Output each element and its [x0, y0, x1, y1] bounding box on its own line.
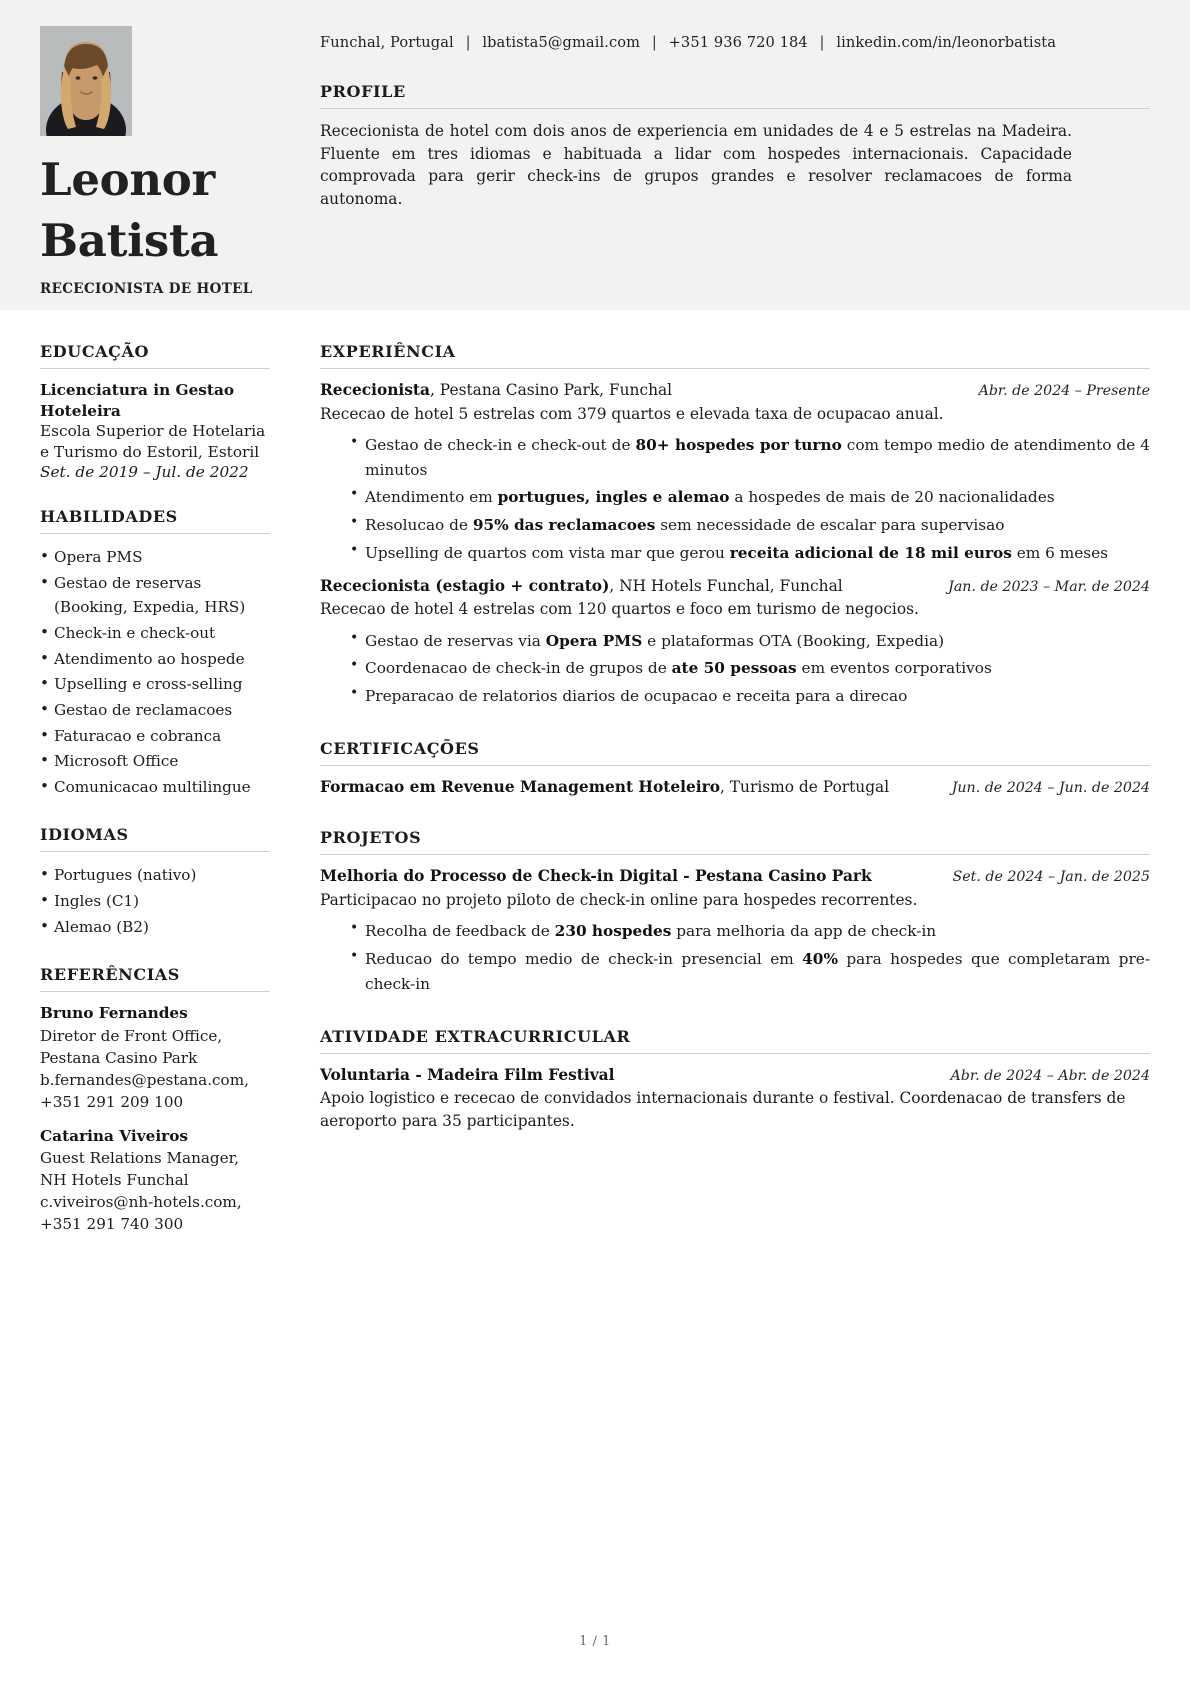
- section-heading-extracurricular: ATIVIDADE EXTRACURRICULAR: [320, 1026, 631, 1046]
- header-contact-profile: [310, 0, 1190, 310]
- section-divider: [320, 1053, 1150, 1054]
- contact-separator: |: [465, 34, 471, 51]
- skill-item: • Check-in e check-out: [40, 621, 270, 646]
- project-entry: [320, 866, 1150, 996]
- project-role: Melhoria do Processo de Check-in Digital - Pestana Casino Park: [320, 867, 872, 886]
- page-title: [40, 150, 280, 272]
- section-divider: [320, 108, 1150, 109]
- certification-date: Jun. de 2024 – Jun. de 2024: [951, 779, 1150, 796]
- avatar: [40, 26, 132, 136]
- page-indicator: 1 / 1: [579, 1634, 611, 1649]
- certification-role: Formacao em Revenue Management Hoteleiro: [320, 777, 720, 796]
- experience-bullet: • Upselling de quartos com vista mar que gerou receita adicional de 18 mil euros em 6 meses: [350, 541, 1150, 566]
- section-certifications: [320, 739, 1150, 799]
- extracurricular-entry: [320, 1065, 1150, 1132]
- contact-line: [320, 34, 1150, 51]
- reference-contact: c.viveiros@nh-hotels.com, +351 291 740 300: [40, 1193, 242, 1234]
- skill-item: • Gestao de reclamacoes: [40, 698, 270, 723]
- experience-description: Rececao de hotel 4 estrelas com 120 quartos e foco em turismo de negocios.: [320, 600, 919, 619]
- project-bullet: • Reducao do tempo medio de check-in presencial em 40% para hospedes que completaram pre-check-in: [350, 947, 1150, 997]
- profile-summary: Rececionista de hotel com dois anos de experiencia em unidades de 4 e 5 estrelas na Madeira. Fluente em tres idiomas e habituada a lidar com hospedes internacionais. Capacidade comprovada para gerir check-ins de grupos grandes e resolver reclamacoes de forma autonoma.: [320, 122, 1072, 208]
- skill-item: • Microsoft Office: [40, 749, 270, 774]
- last-name: Batista: [40, 213, 219, 267]
- sidebar-section-skills: [40, 507, 270, 799]
- sidebar-section-references: [40, 965, 270, 1235]
- section-divider: [40, 991, 270, 992]
- sidebar-section-education: [40, 342, 270, 481]
- sidebar-section-languages: [40, 825, 270, 939]
- experience-list: [320, 380, 1150, 709]
- reference-name: Catarina Viveiros: [40, 1126, 189, 1145]
- reference-name: Bruno Fernandes: [40, 1004, 188, 1023]
- language-item: • Portugues (nativo): [40, 863, 270, 888]
- section-heading-education: EDUCAÇÃO: [40, 342, 150, 361]
- language-item: • Alemao (B2): [40, 915, 270, 940]
- experience-bullet: • Atendimento em portugues, ingles e alemao a hospedes de mais de 20 nacionalidades: [350, 485, 1150, 510]
- job-title: RECECIONISTA DE HOTEL: [40, 280, 253, 297]
- extracurricular-description: Apoio logistico e rececao de convidados internacionais durante o festival. Coordenacao de transfers de aeroporto para 35 participantes.: [320, 1089, 1126, 1130]
- experience-role: Rececionista: [320, 381, 431, 399]
- education-degree: Licenciatura in Gestao Hoteleira: [40, 381, 235, 420]
- section-heading-experience: EXPERIÊNCIA: [320, 342, 456, 361]
- contact-linkedin[interactable]: linkedin.com/in/leonorbatista: [836, 34, 1057, 51]
- languages-list: [40, 863, 270, 939]
- experience-header: [320, 380, 1150, 402]
- experience-entry: [320, 380, 1150, 566]
- section-extracurricular: [320, 1027, 1150, 1132]
- skill-item: • Faturacao e cobranca: [40, 724, 270, 749]
- project-date: Set. de 2024 – Jan. de 2025: [952, 869, 1150, 886]
- extracurricular-title: [320, 1065, 615, 1087]
- section-heading-skills: HABILIDADES: [40, 507, 178, 527]
- experience-date: Jan. de 2023 – Mar. de 2024: [948, 578, 1150, 595]
- sidebar: [0, 310, 310, 1261]
- extracurricular-date: Abr. de 2024 – Abr. de 2024: [950, 1067, 1150, 1084]
- experience-header: [320, 576, 1150, 598]
- reference-contact: b.fernandes@pestana.com, +351 291 209 100: [40, 1070, 249, 1111]
- certifications-list: [320, 777, 1150, 799]
- reference-role: Diretor de Front Office, Pestana Casino Park: [40, 1026, 223, 1067]
- section-experience: [320, 342, 1150, 709]
- certification-title: Formacao em Revenue Management Hoteleiro, Turismo de Portugal: [320, 777, 890, 796]
- section-heading-profile: PROFILE: [320, 82, 406, 101]
- experience-bullet: • Gestao de reservas via Opera PMS e plataformas OTA (Booking, Expedia): [350, 629, 1150, 654]
- experience-title: Rececionista, Pestana Casino Park, Funchal: [320, 381, 673, 399]
- references-list: [40, 1003, 270, 1235]
- section-divider: [320, 765, 1150, 766]
- contact-location: Funchal, Portugal: [320, 34, 454, 51]
- first-name: Leonor: [40, 153, 215, 206]
- experience-title: Rececionista (estagio + contrato), NH Hotels Funchal, Funchal: [320, 576, 843, 595]
- certification-entry: [320, 777, 1150, 799]
- project-description: Participacao no projeto piloto de check-in online para hospedes recorrentes.: [320, 891, 918, 910]
- resume-body: [0, 310, 1190, 1261]
- skill-item: • Opera PMS: [40, 545, 270, 570]
- education-dates: Set. de 2019 – Jul. de 2022: [40, 463, 249, 482]
- contact-separator: |: [651, 34, 657, 51]
- project-title: [320, 866, 872, 888]
- education-entry: [40, 380, 270, 481]
- experience-bullets: [320, 433, 1150, 566]
- extracurricular-role: Voluntaria - Madeira Film Festival: [320, 1065, 615, 1084]
- section-heading-references: REFERÊNCIAS: [40, 965, 180, 985]
- section-heading-languages: IDIOMAS: [40, 825, 129, 845]
- contact-separator: |: [819, 34, 825, 51]
- contact-email[interactable]: lbatista5@gmail.com: [482, 34, 641, 51]
- skill-item: • Comunicacao multilingue: [40, 775, 270, 800]
- experience-bullet: • Preparacao de relatorios diarios de ocupacao e receita para a direcao: [350, 684, 1150, 709]
- experience-bullet: • Resolucao de 95% das reclamacoes sem necessidade de escalar para supervisao: [350, 513, 1150, 538]
- section-heading-projects: PROJETOS: [320, 828, 422, 848]
- skills-list: [40, 545, 270, 799]
- experience-date: Abr. de 2024 – Presente: [978, 383, 1150, 399]
- main-content: [310, 310, 1190, 1261]
- project-bullet: • Recolha de feedback de 230 hospedes para melhoria da app de check-in: [350, 919, 1150, 944]
- experience-bullet: • Coordenacao de check-in de grupos de ate 50 pessoas em eventos corporativos: [350, 656, 1150, 681]
- section-divider: [320, 854, 1150, 855]
- reference-entry: [40, 1003, 270, 1113]
- project-bullets: [320, 919, 1150, 996]
- section-divider: [40, 851, 270, 852]
- skill-item: • Gestao de reservas (Booking, Expedia, HRS): [40, 571, 270, 620]
- section-divider: [320, 368, 1150, 369]
- experience-entry: [320, 576, 1150, 709]
- section-divider: [40, 533, 270, 534]
- extracurricular-header: [320, 1065, 1150, 1087]
- certification-header: [320, 777, 1150, 799]
- experience-bullet: • Gestao de check-in e check-out de 80+ hospedes por turno com tempo medio de atendimento de 4 minutos: [350, 433, 1150, 483]
- section-divider: [40, 368, 270, 369]
- reference-entry: [40, 1126, 270, 1236]
- experience-role: Rececionista (estagio + contrato): [320, 576, 610, 595]
- section-heading-certifications: CERTIFICAÇÕES: [320, 738, 480, 758]
- contact-phone[interactable]: +351 936 720 184: [668, 34, 808, 51]
- section-projects: [320, 828, 1150, 996]
- project-header: [320, 866, 1150, 888]
- projects-list: [320, 866, 1150, 996]
- education-list: [40, 380, 270, 481]
- extracurricular-list: [320, 1065, 1150, 1132]
- skill-item: • Upselling e cross-selling: [40, 672, 270, 697]
- header-identity: [0, 0, 310, 310]
- experience-description: Rececao de hotel 5 estrelas com 379 quartos e elevada taxa de ocupacao anual.: [320, 404, 944, 423]
- reference-role: Guest Relations Manager, NH Hotels Funchal: [40, 1149, 240, 1190]
- education-school: Escola Superior de Hotelaria e Turismo do Estoril, Estoril: [40, 422, 266, 462]
- experience-bullets: [320, 629, 1150, 709]
- skill-item: • Atendimento ao hospede: [40, 647, 270, 672]
- header-band: [0, 0, 1190, 310]
- language-item: • Ingles (C1): [40, 889, 270, 914]
